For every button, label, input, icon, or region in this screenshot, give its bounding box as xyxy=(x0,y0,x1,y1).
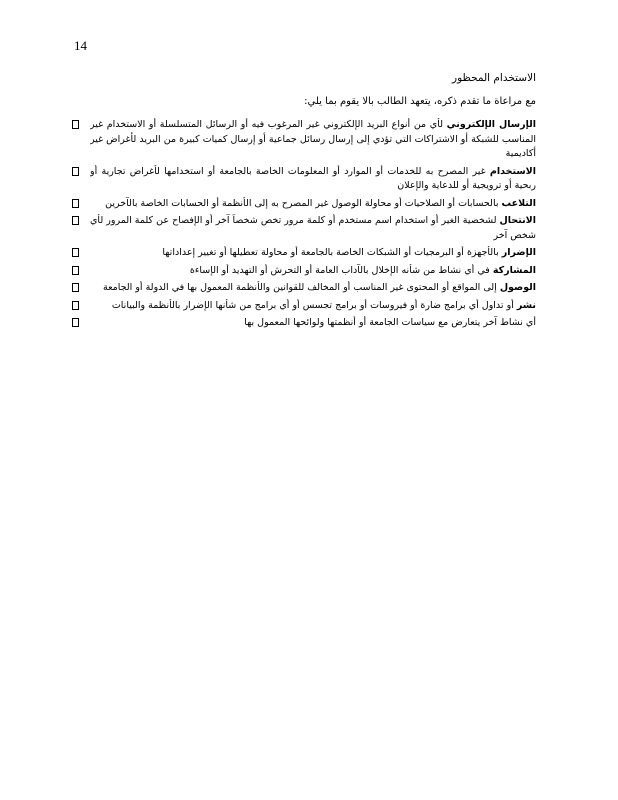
list-item-text: الإضرار بالأجهزة أو البرمجيات أو الشبكات الخاصة بالجامعة أو محاولة تعطيلها أو تغيير إعداداتها xyxy=(162,247,536,258)
list-item-text: أي نشاط آخر يتعارض مع سياسات الجامعة أو أنظمتها ولوائحها المعمول بها xyxy=(244,317,536,328)
list-item xyxy=(74,264,536,279)
bullet-box-icon xyxy=(72,248,79,257)
list-item-text: الإرسال الإلكتروني لأي من أنواع البريد الإلكتروني غير المرغوب فيه أو الرسائل المتسلسلة أو الاستخدام غير المناسب للشبكة أو الاشتراكات التي تؤدي إلى إرسال رسائل جماعية أو إرسال كميات كبيرة من البريد لأغراض غير أكاديمية xyxy=(90,119,536,159)
bullet-box-icon xyxy=(72,283,79,292)
list-item-text: التلاعب بالحسابات أو الصلاحيات أو محاولة الوصول غير المصرح به إلى الأنظمة أو الحسابات الخاصة بالآخرين xyxy=(105,197,536,209)
list-item xyxy=(74,316,536,331)
bullet-box-icon xyxy=(72,301,79,310)
list-item-text: الانتحال لشخصية الغير أو استخدام اسم مستخدم أو كلمة مرور تخص شخصاً آخر أو الإفصاح عن كلمة المرور لأي شخص آخر xyxy=(90,215,536,241)
intro-paragraph: مع مراعاة ما تقدم ذكره، يتعهد الطالب بألا يقوم بما يلي: xyxy=(304,96,536,107)
list-item xyxy=(74,214,536,243)
page-number: 14 xyxy=(74,38,87,53)
bullet-box-icon xyxy=(72,120,79,129)
bullet-box-icon xyxy=(72,216,79,225)
bullet-box-icon xyxy=(72,318,79,327)
bullet-box-icon xyxy=(72,266,79,275)
bullet-box-icon xyxy=(72,199,79,208)
list-item-text: الوصول إلى المواقع أو المحتوى غير المناسب أو المخالف للقوانين والأنظمة المعمول بها في الدولة أو الجامعة xyxy=(103,282,536,293)
list-item-text: المشاركة في أي نشاط من شأنه الإخلال بالآداب العامة أو التحرش أو التهديد أو الإساءة xyxy=(189,264,536,276)
list-item xyxy=(74,281,536,296)
list-item xyxy=(74,197,536,212)
prohibited-use-list xyxy=(74,118,536,334)
list-item-text: نشر أو تداول أي برامج ضارة أو فيروسات أو برامج تجسس أو أي برامج من شأنها الإضرار بالأنظمة والبيانات xyxy=(111,299,536,311)
list-item xyxy=(74,118,536,162)
bullet-box-icon xyxy=(72,167,79,176)
list-item xyxy=(74,165,536,194)
list-item xyxy=(74,246,536,261)
list-item-text: الاستخدام غير المصرح به للخدمات أو الموارد أو المعلومات الخاصة بالجامعة أو استخدامها لأغراض تجارية أو ربحية أو ترويجية أو للدعاية والإعلان xyxy=(90,165,536,191)
list-item xyxy=(74,299,536,314)
section-heading: الاستخدام المحظور xyxy=(452,72,536,84)
